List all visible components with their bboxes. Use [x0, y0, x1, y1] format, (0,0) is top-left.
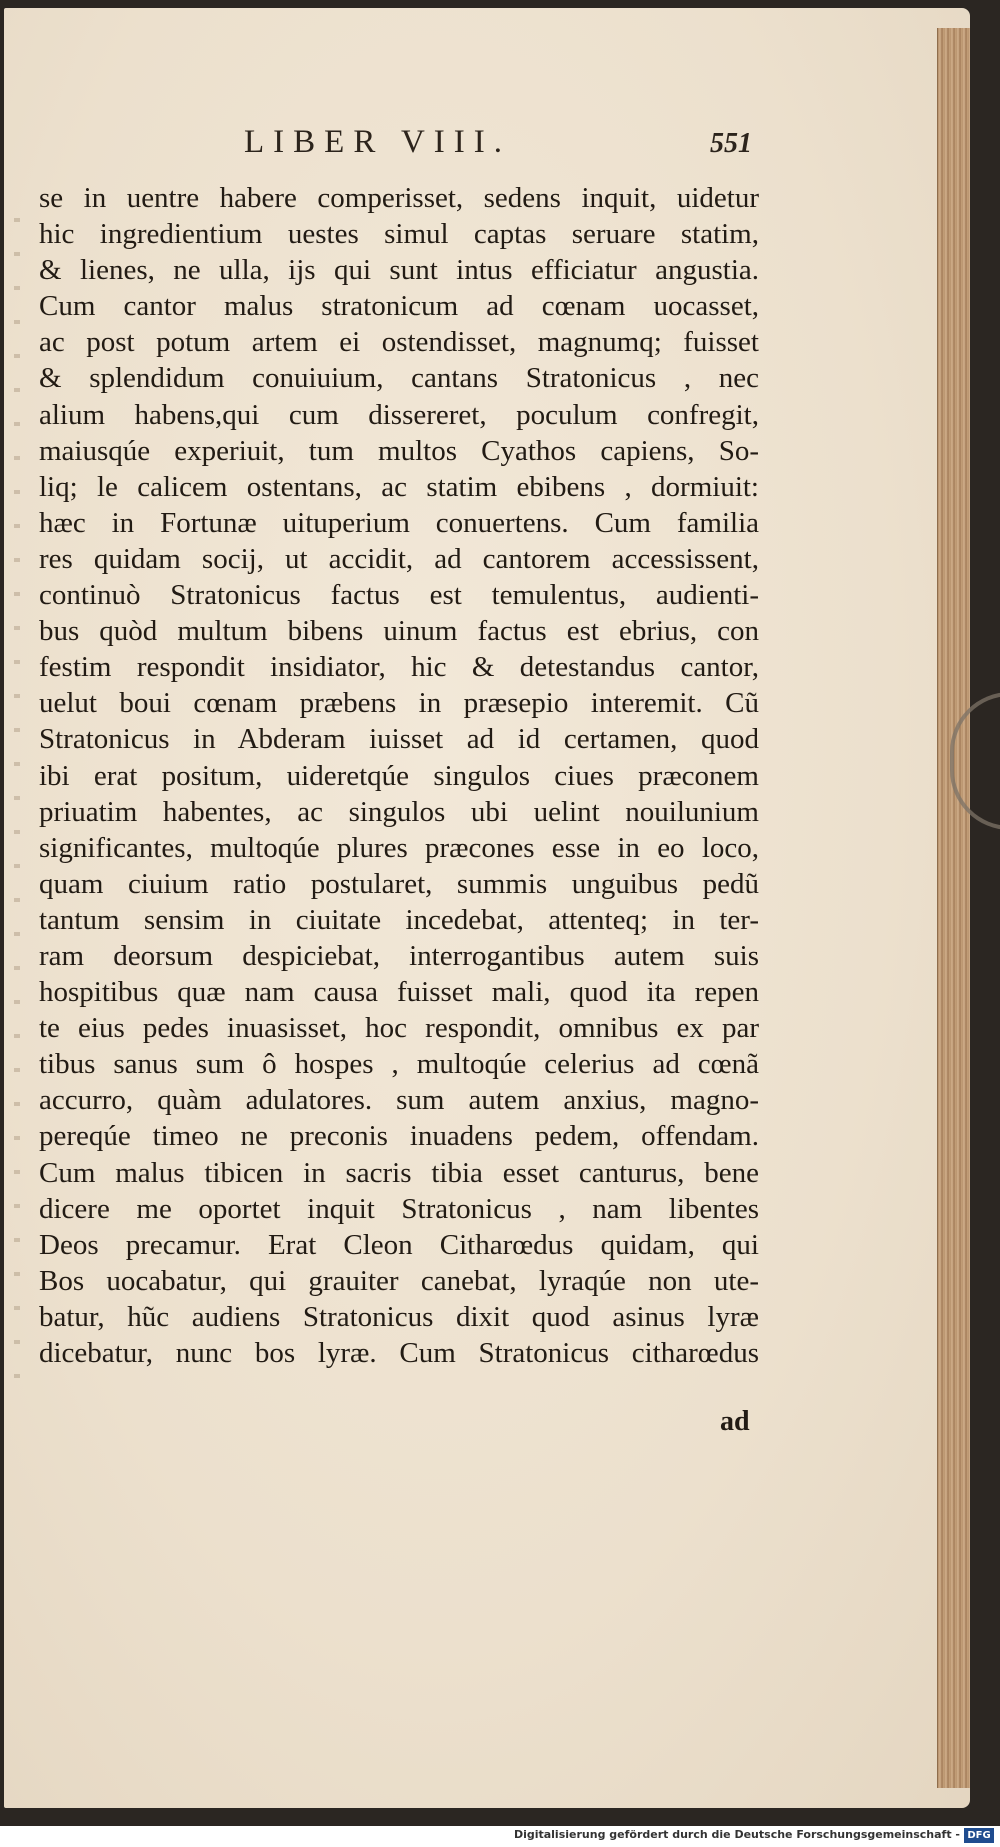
left-margin-marks: [14, 188, 20, 1408]
text-line: te eius pedes inuasisset, hoc respondit, omnibus ex par: [39, 1012, 759, 1045]
text-line: hospitibus quæ nam causa fuisset mali, quod ita repen: [39, 976, 759, 1009]
text-line: festim respondit insidiator, hic & detestandus cantor,: [39, 651, 759, 684]
text-line: hæc in Fortunæ uituperium conuertens. Cum familia: [39, 506, 759, 539]
text-line: significantes, multoqúe plures præcones esse in eo loco,: [39, 831, 759, 864]
text-line: uelut boui cœnam præbens in præsepio interemit. Cũ: [39, 687, 759, 720]
text-line: & lienes, ne ulla, ijs qui sunt intus efficiatur angustia.: [39, 254, 759, 287]
text-line: batur, hũc audiens Stratonicus dixit quod asinus lyræ: [39, 1300, 759, 1333]
text-line: liq; le calicem ostentans, ac statim ebibens , dormiuit:: [39, 470, 759, 503]
text-line: se in uentre habere comperisset, sedens inquit, uidetur: [39, 182, 759, 214]
text-line: alium habens,qui cum dissereret, poculum confregit,: [39, 398, 759, 431]
text-line: ac post potum artem ei ostendisset, magnumq; fuisset: [39, 326, 759, 359]
running-head: LIBER VIII.: [244, 124, 512, 160]
body-text: [39, 180, 759, 1371]
text-line: bus quòd multum bibens uinum factus est ebrius, con: [39, 615, 759, 648]
text-line: priuatim habentes, ac singulos ubi uelint nouilunium: [39, 795, 759, 828]
text-line: dicere me oportet inquit Stratonicus , nam libentes: [39, 1192, 759, 1225]
dfg-logo-icon: DFG: [964, 1828, 994, 1843]
text-line: tantum sensim in ciuitate incedebat, attenteq; in ter-: [39, 903, 759, 936]
text-line: & splendidum conuiuium, cantans Stratonicus , nec: [39, 362, 759, 395]
catchword: ad: [720, 1406, 750, 1437]
page-number: 551: [710, 128, 752, 159]
text-line: res quidam socij, ut accidit, ad cantorem accessissent,: [39, 542, 759, 575]
text-line: accurro, quàm adulatores. sum autem anxius, magno-: [39, 1084, 759, 1117]
book-page: [4, 8, 970, 1808]
text-line: Bos uocabatur, qui grauiter canebat, lyraqúe non ute-: [39, 1264, 759, 1297]
text-line: Cum cantor malus stratonicum ad cœnam uocasset,: [39, 290, 759, 323]
text-line: maiusqúe experiuit, tum multos Cyathos capiens, So-: [39, 434, 759, 467]
text-line: tibus sanus sum ô hospes , multoqúe celerius ad cœnã: [39, 1048, 759, 1081]
footer-strip: [0, 1826, 1000, 1847]
text-line: dicebatur, nunc bos lyræ. Cum Stratonicus citharœdus: [39, 1337, 759, 1369]
digitization-credit: Digitalisierung gefördert durch die Deutsche Forschungsgemeinschaft -: [513, 1828, 960, 1841]
text-line: hic ingredientium uestes simul captas seruare statim,: [39, 218, 759, 251]
page-header: [4, 124, 784, 174]
text-line: quam ciuium ratio postularet, summis unguibus pedũ: [39, 867, 759, 900]
page-edge-stack: [937, 28, 970, 1788]
text-line: continuò Stratonicus factus est temulentus, audienti-: [39, 579, 759, 612]
text-line: Deos precamur. Erat Cleon Citharœdus quidam, qui: [39, 1228, 759, 1261]
text-line: pereqúe timeo ne preconis inuadens pedem, offendam.: [39, 1120, 759, 1153]
text-line: ibi erat positum, uideretqúe singulos ciues præconem: [39, 759, 759, 792]
text-line: Stratonicus in Abderam iuisset ad id certamen, quod: [39, 723, 759, 756]
text-line: ram deorsum despiciebat, interrogantibus autem suis: [39, 939, 759, 972]
text-line: Cum malus tibicen in sacris tibia esset canturus, bene: [39, 1156, 759, 1189]
